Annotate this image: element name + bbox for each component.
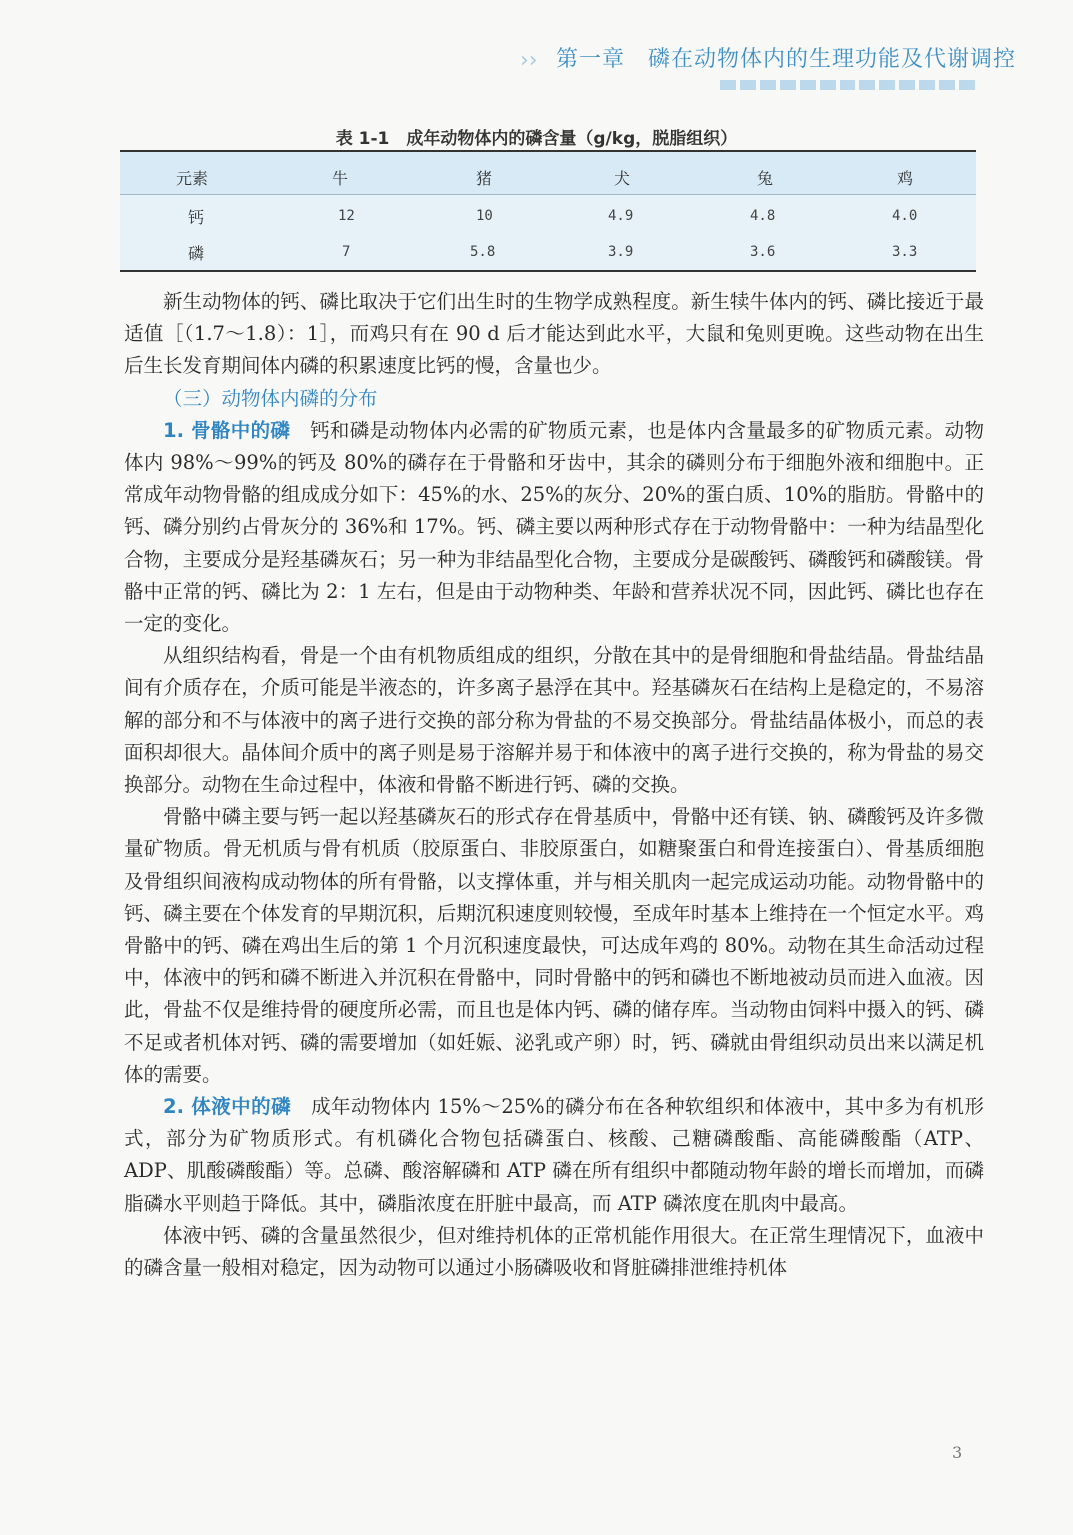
paragraph: 新生动物体的钙、磷比取决于它们出生时的生物学成熟程度。新生犊牛体内的钙、磷比接近于最适值［（1.7～1.8）：1］，而鸡只有在 90 d 后才能达到此水平，大鼠和兔则更晚。这些动物在出生后生长发育期间体内磷的积累速度比钙的慢，含量也少。: [124, 290, 984, 378]
table-cell: 4.9: [608, 208, 634, 224]
table-cell: 7: [342, 244, 351, 260]
body-text: [124, 286, 984, 1284]
header-decoration: [720, 80, 975, 90]
table-header-row: [120, 152, 976, 195]
section-heading: （三）动物体内磷的分布: [163, 386, 378, 410]
paragraph: [124, 1091, 984, 1220]
table-cell: 5.8: [470, 244, 496, 260]
table-cell: 10: [476, 208, 493, 224]
table-caption: 表 1-1 成年动物体内的磷含量（g/kg，脱脂组织）: [335, 129, 738, 149]
table-body: [120, 195, 976, 270]
table-cell: 4.8: [750, 208, 776, 224]
col-header-element: 元素: [176, 169, 209, 188]
col-header-rabbit: 兔: [757, 169, 774, 188]
col-header-cattle: 牛: [332, 169, 349, 188]
running-header: [520, 40, 1017, 100]
paragraph: 从组织结构看，骨是一个由有机物质组成的组织，分散在其中的是骨细胞和骨盐结晶。骨盐结晶间有介质存在，介质可能是半液态的，许多离子悬浮在其中。羟基磷灰石在结构上是稳定的，不易溶解的部分和不与体液中的离子进行交换的部分称为骨盐的不易交换部分。骨盐结晶体极小，而总的表面积却很大。晶体间介质中的离子则是易于溶解并易于和体液中的离子进行交换的，称为骨盐的易交换部分。动物在生命过程中，体液和骨骼不断进行钙、磷的交换。: [124, 644, 984, 797]
col-header-pig: 猪: [476, 169, 493, 188]
paragraph-text: 成年动物体内 15%～25%的磷分布在各种软组织和体液中，其中多为有机形式，部分为矿物质形式。有机磷化合物包括磷蛋白、核酸、己糖磷酸酯、高能磷酸酯（ATP、ADP、肌酸磷酸酯）等。总磷、酸溶解磷和 ATP 磷在所有组织中都随动物年龄的增长而增加，而磷脂磷水平则趋于降低。其中，磷脂浓度在肝脏中最高，而 ATP 磷浓度在肌肉中最高。: [124, 1095, 985, 1215]
subsection-heading: 2. 体液中的磷: [163, 1095, 292, 1119]
chapter-title: 第一章 磷在动物体内的生理功能及代谢调控: [556, 47, 1017, 72]
table-cell: 3.6: [750, 244, 776, 260]
row-label-calcium: 钙: [188, 208, 205, 227]
table-cell: 4.0: [892, 208, 918, 224]
col-header-dog: 犬: [614, 169, 631, 188]
phosphorus-table: [120, 150, 976, 272]
chevron-right-icon: ››: [520, 48, 538, 73]
col-header-chicken: 鸡: [897, 169, 914, 188]
table-cell: 3.9: [608, 244, 634, 260]
table-cell: 3.3: [892, 244, 918, 260]
page-number: 3: [952, 1443, 963, 1462]
paragraph: 骨骼中磷主要与钙一起以羟基磷灰石的形式存在骨基质中，骨骼中还有镁、钠、磷酸钙及许多微量矿物质。骨无机质与骨有机质（胶原蛋白、非胶原蛋白，如糖聚蛋白和骨连接蛋白）、骨基质细胞及骨组织间液构成动物体的所有骨骼，以支撑体重，并与相关肌肉一起完成运动功能。动物骨骼中的钙、磷主要在个体发育的早期沉积，后期沉积速度则较慢，至成年时基本上维持在一个恒定水平。鸡骨骼中的钙、磷在鸡出生后的第 1 个月沉积速度最快，可达成年鸡的 80%。动物在其生命活动过程中，体液中的钙和磷不断进入并沉积在骨骼中，同时骨骼中的钙和磷也不断地被动员而进入血液。因此，骨盐不仅是维持骨的硬度所必需，而且也是体内钙、磷的储存库。当动物由饲料中摄入的钙、磷不足或者机体对钙、磷的需要增加（如妊娠、泌乳或产卵）时，钙、磷就由骨组织动员出来以满足机体的需要。: [124, 805, 984, 1086]
paragraph-text: 钙和磷是动物体内必需的矿物质元素，也是体内含量最多的矿物质元素。动物体内 98%～99%的钙及 80%的磷存在于骨骼和牙齿中，其余的磷则分布于细胞外液和细胞中。正常成年动物骨骼的组成成分如下：45%的水、25%的灰分、20%的蛋白质、10%的脂肪。骨骼中的钙、磷分别约占骨灰分的 36%和 17%。钙、磷主要以两种形式存在于动物骨骼中：一种为结晶型化合物，主要成分是羟基磷灰石；另一种为非结晶型化合物，主要成分是碳酸钙、磷酸钙和磷酸镁。骨骼中正常的钙、磷比为 2：1 左右，但是由于动物种类、年龄和营养状况不同，因此钙、磷比也存在一定的变化。: [124, 418, 984, 636]
subsection-heading: 1. 骨骼中的磷: [163, 418, 291, 442]
table-cell: 12: [338, 208, 355, 224]
row-label-phosphorus: 磷: [188, 244, 205, 263]
paragraph: [124, 415, 984, 640]
paragraph: 体液中钙、磷的含量虽然很少，但对维持机体的正常机能作用很大。在正常生理情况下，血液中的磷含量一般相对稳定，因为动物可以通过小肠磷吸收和肾脏磷排泄维持机体: [124, 1223, 984, 1280]
